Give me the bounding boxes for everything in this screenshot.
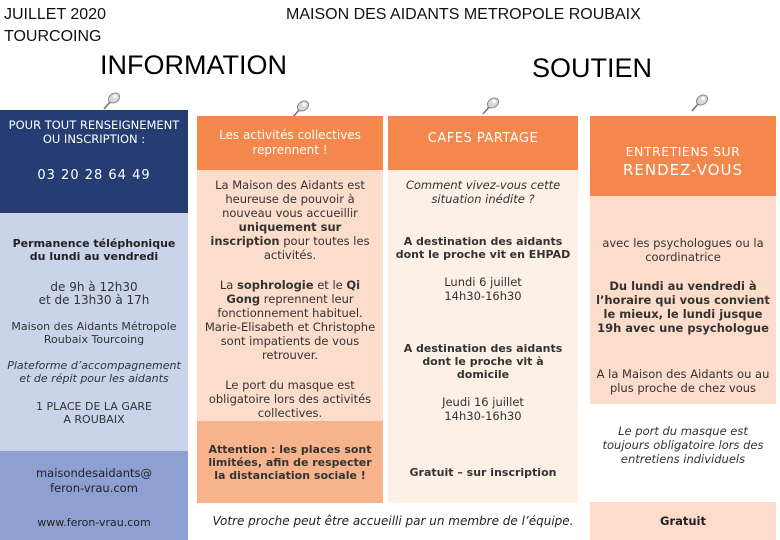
cafes-body-box <box>388 170 578 503</box>
appointments-location: A la Maison des Aidants ou au plus proche de chez vous <box>596 367 770 395</box>
activities-header-box <box>197 116 383 170</box>
information-title: INFORMATION <box>100 50 287 80</box>
date-header <box>4 4 106 48</box>
footer-note: Votre proche peut être accueilli par un membre de l’équipe. <box>212 514 574 528</box>
email-link[interactable]: maisondesaidants@ feron-vrau.com <box>35 466 152 495</box>
date-text: JUILLET 2020 <box>4 6 106 23</box>
activities-paragraph-1: La Maison des Aidants est heureuse de pouvoir à nouveau vous accueillir uniquement sur inscription pour toutes les activités. <box>210 178 370 262</box>
hours-line-1: de 9h à 12h30 <box>50 280 138 294</box>
appointments-header-box <box>590 116 776 196</box>
appointments-with: avec les psychologues ou la coordinatrice <box>602 236 764 264</box>
activities-header: Les activités collectives reprennent ! <box>219 128 361 157</box>
contact-details-box <box>0 213 188 451</box>
price-box <box>590 502 776 540</box>
pushpin-icon <box>100 90 122 112</box>
permanence-text: Permanence téléphonique du lundi au vendredi <box>12 237 176 263</box>
appointments-header-small: ENTRETIENS SUR <box>625 143 741 159</box>
address-line-1: 1 PLACE DE LA GARE <box>36 400 152 413</box>
contact-header: POUR TOUT RENSEIGNEMENT OU INSCRIPTION : <box>8 118 180 146</box>
cafes-target-ehpad: A destination des aidants dont le proche vit en EHPAD <box>395 235 571 261</box>
web-box <box>0 451 188 540</box>
pushpin-icon <box>479 95 501 117</box>
appointments-mask-box <box>590 404 776 502</box>
organization-name: Maison des Aidants Métropole Roubaix Tourcoing <box>11 320 177 346</box>
cafes-signup: Gratuit – sur inscription <box>409 466 557 479</box>
cafes-header-box <box>388 116 578 170</box>
attention-text: Attention : les places sont limitées, afin de respecter la distanciation sociale ! <box>208 442 372 482</box>
address-line-2: A ROUBAIX <box>63 413 125 426</box>
price-text: Gratuit <box>660 514 706 528</box>
activities-paragraph-2: La sophrologie et le Qi Gong reprennent leur fonctionnement habituel. Marie-Elisabeth et Christophe sont impatients de vous retrouver. <box>204 278 376 362</box>
cafes-date-1: Lundi 6 juillet <box>444 275 522 289</box>
contact-header-box <box>0 110 188 213</box>
hours-line-2: et de 13h30 à 17h <box>38 293 150 307</box>
cafes-time-2: 14h30-16h30 <box>444 409 522 423</box>
attention-box <box>197 421 383 503</box>
cafes-header: CAFES PARTAGE <box>427 130 539 146</box>
city-text: TOURCOING <box>4 28 102 45</box>
platform-text: Plateforme d’accompagnement et de répit pour les aidants <box>7 359 181 385</box>
cafes-date-2: Jeudi 16 juillet <box>442 395 524 409</box>
cafes-question: Comment vivez-vous cette situation inédite ? <box>405 178 561 206</box>
soutien-title: SOUTIEN <box>532 53 653 83</box>
website-link[interactable]: www.feron-vrau.com <box>37 516 151 529</box>
appointments-header-big: RENDEZ-VOUS <box>623 160 743 179</box>
appointments-schedule: Du lundi au vendredi à l’horaire qui vous convient le mieux, le lundi jusque 19h avec une psychologue <box>596 279 770 335</box>
cafes-target-home: A destination des aidants dont le proche vit à domicile <box>403 342 563 381</box>
appointments-body-box <box>590 196 776 404</box>
appointments-mask-notice: Le port du masque est toujours obligatoire lors des entretiens individuels <box>602 424 764 466</box>
activities-body-box <box>197 170 383 421</box>
pushpin-icon <box>688 92 710 114</box>
phone-number: 03 20 28 64 49 <box>37 168 151 183</box>
activities-mask-notice: Le port du masque est obligatoire lors des activités collectives. <box>208 378 372 420</box>
cafes-time-1: 14h30-16h30 <box>444 289 522 303</box>
page-title: MAISON DES AIDANTS METROPOLE ROUBAIX <box>286 6 641 23</box>
